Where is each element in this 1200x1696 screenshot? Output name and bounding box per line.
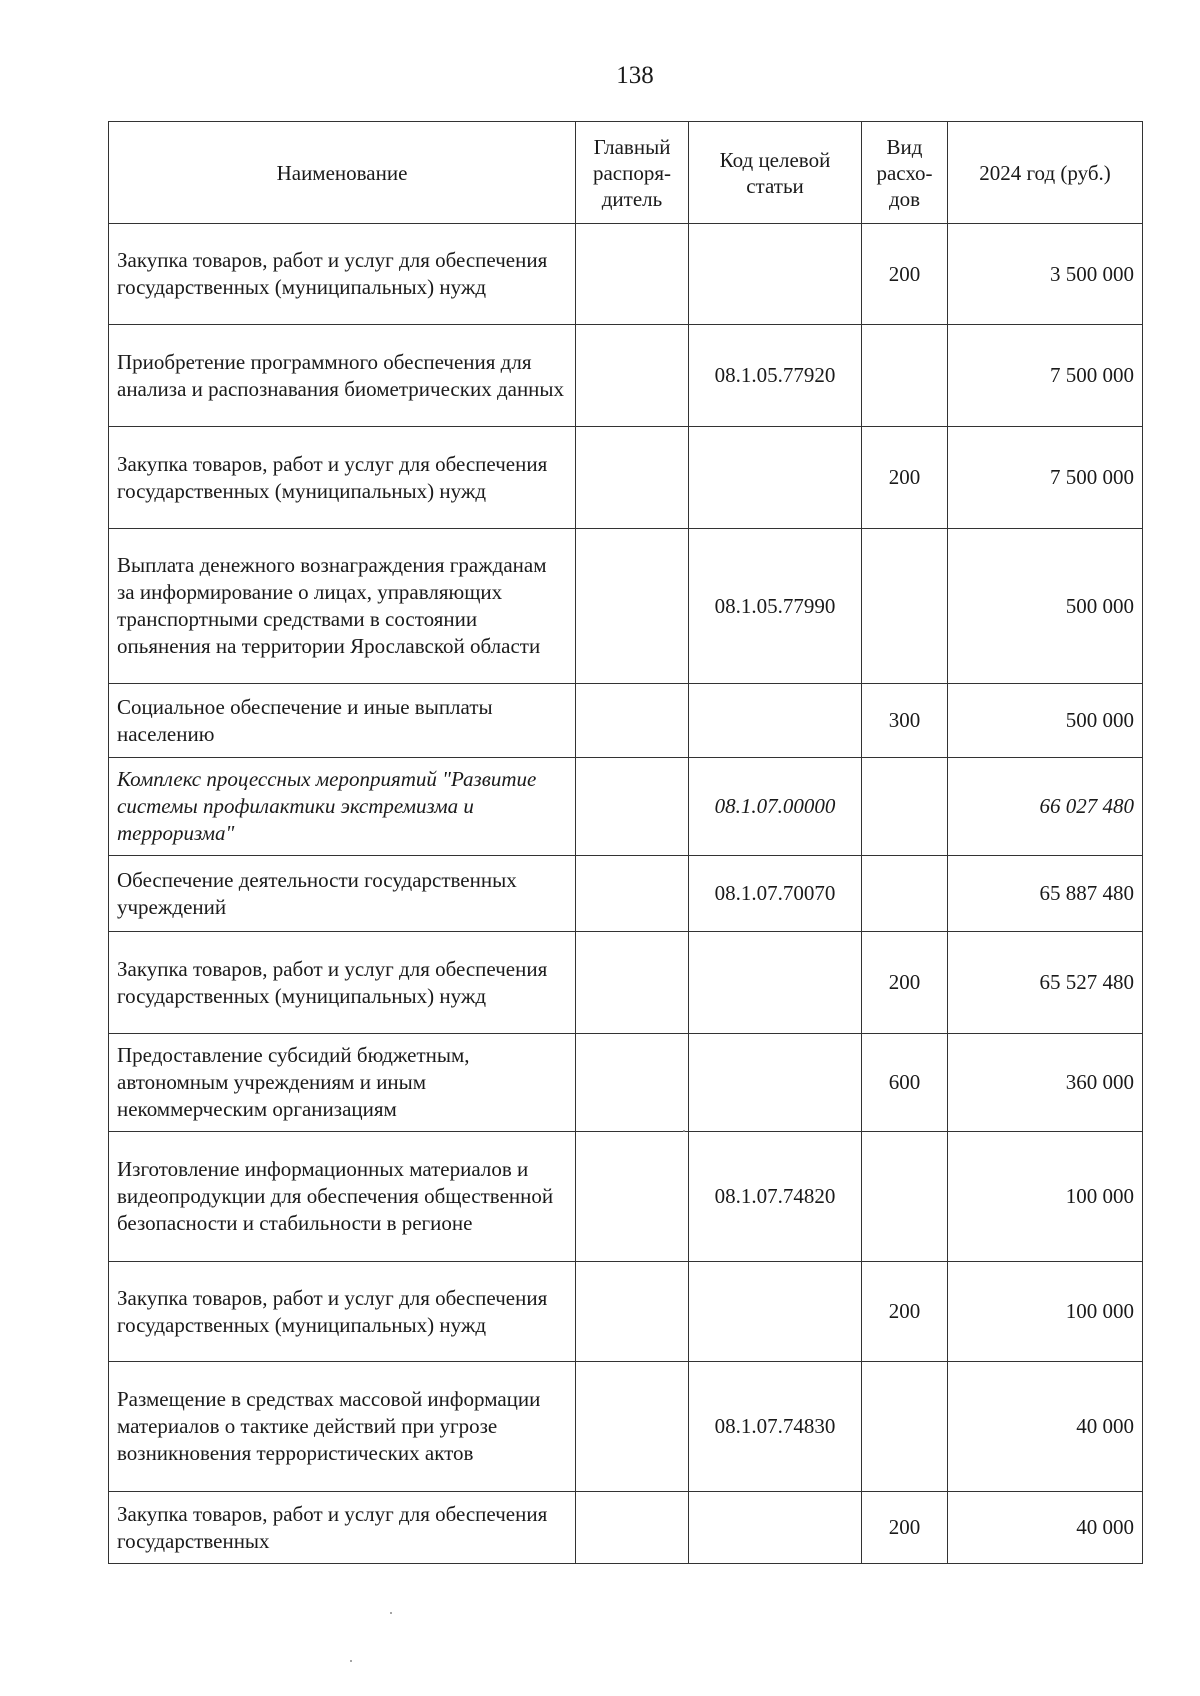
table-row bbox=[109, 684, 1143, 758]
row-name: Закупка товаров, работ и услуг для обеспечения государственных (муниципальных) нужд bbox=[109, 1262, 576, 1362]
table-row bbox=[109, 1262, 1143, 1362]
row-amount: 500 000 bbox=[948, 684, 1143, 758]
row-type: 200 bbox=[862, 1262, 948, 1362]
header-admin: Главный распоря-дитель bbox=[576, 122, 689, 224]
row-name: Комплекс процессных мероприятий "Развитие системы профилактики экстремизма и терроризма" bbox=[109, 758, 576, 856]
row-admin bbox=[576, 1034, 689, 1132]
header-code: Код целевой статьи bbox=[689, 122, 862, 224]
row-amount: 500 000 bbox=[948, 529, 1143, 684]
row-amount: 3 500 000 bbox=[948, 224, 1143, 325]
row-code: 08.1.07.00000 bbox=[689, 758, 862, 856]
row-type bbox=[862, 529, 948, 684]
row-code: 08.1.07.74830 bbox=[689, 1362, 862, 1492]
row-name: Закупка товаров, работ и услуг для обеспечения государственных (муниципальных) нужд bbox=[109, 932, 576, 1034]
row-type bbox=[862, 1132, 948, 1262]
row-code: 08.1.07.70070 bbox=[689, 856, 862, 932]
table-row bbox=[109, 1132, 1143, 1262]
row-name: Закупка товаров, работ и услуг для обеспечения государственных (муниципальных) нужд bbox=[109, 224, 576, 325]
row-amount: 100 000 bbox=[948, 1132, 1143, 1262]
row-admin bbox=[576, 1492, 689, 1564]
scan-speck bbox=[683, 1130, 685, 1132]
row-type: 200 bbox=[862, 427, 948, 529]
page-number: 138 bbox=[616, 62, 654, 89]
row-type: 600 bbox=[862, 1034, 948, 1132]
row-name: Размещение в средствах массовой информации материалов о тактике действий при угрозе возникновения террористических актов bbox=[109, 1362, 576, 1492]
table-row bbox=[109, 1034, 1143, 1132]
row-admin bbox=[576, 684, 689, 758]
row-amount: 40 000 bbox=[948, 1362, 1143, 1492]
row-name: Обеспечение деятельности государственных учреждений bbox=[109, 856, 576, 932]
row-name: Приобретение программного обеспечения для анализа и распознавания биометрических данных bbox=[109, 325, 576, 427]
row-amount: 65 527 480 bbox=[948, 932, 1143, 1034]
row-admin bbox=[576, 932, 689, 1034]
row-type: 200 bbox=[862, 1492, 948, 1564]
row-code bbox=[689, 1034, 862, 1132]
table-row bbox=[109, 529, 1143, 684]
row-type: 200 bbox=[862, 932, 948, 1034]
row-code bbox=[689, 427, 862, 529]
scan-speck bbox=[350, 1660, 352, 1662]
row-code bbox=[689, 932, 862, 1034]
row-name: Социальное обеспечение и иные выплаты населению bbox=[109, 684, 576, 758]
row-admin bbox=[576, 325, 689, 427]
row-name: Закупка товаров, работ и услуг для обеспечения государственных bbox=[109, 1492, 576, 1564]
row-type: 200 bbox=[862, 224, 948, 325]
table-row bbox=[109, 932, 1143, 1034]
row-admin bbox=[576, 1362, 689, 1492]
row-amount: 66 027 480 bbox=[948, 758, 1143, 856]
table-row bbox=[109, 1362, 1143, 1492]
table-row bbox=[109, 758, 1143, 856]
row-amount: 40 000 bbox=[948, 1492, 1143, 1564]
row-admin bbox=[576, 529, 689, 684]
table-row bbox=[109, 224, 1143, 325]
row-type: 300 bbox=[862, 684, 948, 758]
row-name: Выплата денежного вознаграждения гражданам за информирование о лицах, управляющих транспортными средствами в состоянии опьянения на территории Ярославской области bbox=[109, 529, 576, 684]
row-admin bbox=[576, 224, 689, 325]
budget-table bbox=[108, 121, 1143, 1564]
row-code bbox=[689, 1262, 862, 1362]
row-amount: 7 500 000 bbox=[948, 325, 1143, 427]
scan-speck bbox=[390, 1612, 392, 1614]
row-code: 08.1.05.77920 bbox=[689, 325, 862, 427]
table-header-row bbox=[109, 122, 1143, 224]
row-type bbox=[862, 856, 948, 932]
row-code: 08.1.05.77990 bbox=[689, 529, 862, 684]
header-amount: 2024 год (руб.) bbox=[948, 122, 1143, 224]
header-type: Вид расхо-дов bbox=[862, 122, 948, 224]
row-name: Закупка товаров, работ и услуг для обеспечения государственных (муниципальных) нужд bbox=[109, 427, 576, 529]
row-amount: 65 887 480 bbox=[948, 856, 1143, 932]
row-type bbox=[862, 1362, 948, 1492]
row-name: Предоставление субсидий бюджетным, автономным учреждениям и иным некоммерческим организациям bbox=[109, 1034, 576, 1132]
row-code bbox=[689, 224, 862, 325]
row-admin bbox=[576, 758, 689, 856]
row-type bbox=[862, 325, 948, 427]
row-code: 08.1.07.74820 bbox=[689, 1132, 862, 1262]
row-amount: 100 000 bbox=[948, 1262, 1143, 1362]
row-code bbox=[689, 684, 862, 758]
table-row bbox=[109, 1492, 1143, 1564]
row-admin bbox=[576, 1262, 689, 1362]
header-name: Наименование bbox=[109, 122, 576, 224]
row-admin bbox=[576, 856, 689, 932]
row-type bbox=[862, 758, 948, 856]
row-admin bbox=[576, 427, 689, 529]
table-row bbox=[109, 856, 1143, 932]
row-amount: 360 000 bbox=[948, 1034, 1143, 1132]
table-row bbox=[109, 427, 1143, 529]
row-code bbox=[689, 1492, 862, 1564]
row-amount: 7 500 000 bbox=[948, 427, 1143, 529]
row-admin bbox=[576, 1132, 689, 1262]
row-name: Изготовление информационных материалов и видеопродукции для обеспечения общественной безопасности и стабильности в регионе bbox=[109, 1132, 576, 1262]
table-row bbox=[109, 325, 1143, 427]
